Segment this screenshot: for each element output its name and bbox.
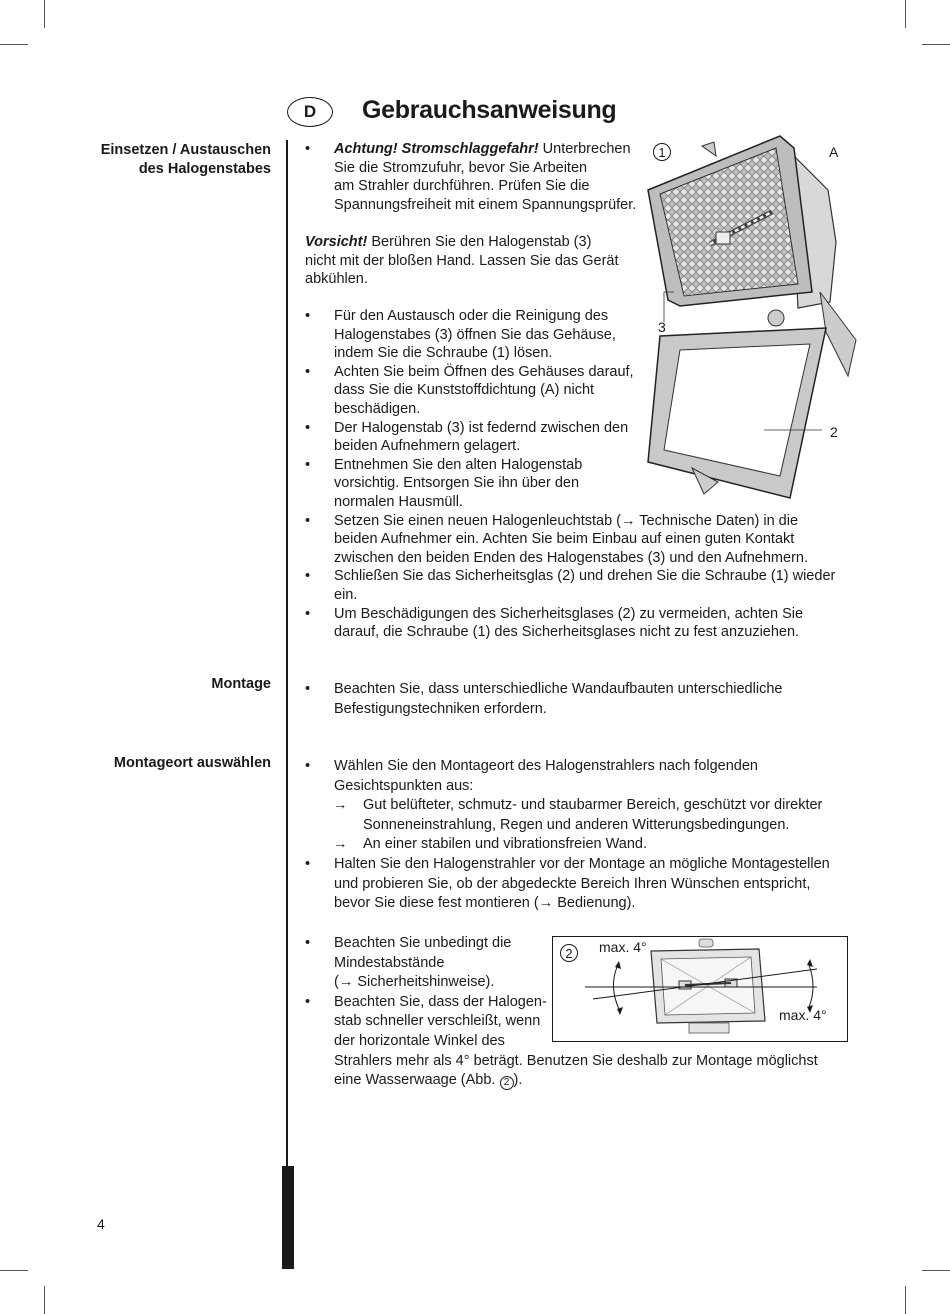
list-line: darauf, die Schraube (1) des Sicherheitsglases nicht zu fest anzuziehen.	[334, 624, 800, 641]
angle-illustration	[553, 937, 847, 1041]
list-item	[305, 512, 835, 568]
list-line-text: ).	[513, 1072, 523, 1089]
list-line: Beachten Sie, dass unterschiedliche Wandaufbauten unterschiedliche	[334, 681, 783, 697]
list-line: beiden Aufnehmer ein. Achten Sie beim Einbau auf einen guten Kontakt	[334, 531, 795, 548]
list-line: Sonneneinstrahlung, Regen und anderen Witterungsbedingungen.	[363, 816, 790, 833]
list-line: Um Beschädigungen des Sicherheitsglases (2) zu vermeiden, achten Sie	[334, 605, 804, 622]
list-line: Schließen Sie das Sicherheitsglas (2) und drehen Sie die Schraube (1) wieder	[334, 568, 836, 585]
bullet: •	[305, 568, 311, 585]
list-line: dass Sie die Kunststoffdichtung (A) nicht	[334, 382, 595, 399]
list-line: Strahlers mehr als 4° beträgt. Benutzen Sie deshalb zur Montage möglichst	[334, 1052, 818, 1069]
list-line: Mindestabstände	[334, 954, 445, 971]
list-line: Beachten Sie unbedingt die	[334, 935, 512, 951]
bullet: •	[305, 141, 311, 157]
bullet: •	[305, 935, 311, 951]
list-line: beschädigen.	[334, 400, 421, 417]
list-item	[305, 679, 782, 719]
crop-mark	[44, 1286, 45, 1314]
list-line: stab schneller verschleißt, wenn	[334, 1013, 541, 1030]
list-line: Gut belüfteter, schmutz- und staubarmer Bereich, geschützt vor direkter	[363, 797, 823, 814]
list-line: und probieren Sie, ob der abgedeckte Bereich Ihren Wünschen entspricht,	[334, 875, 811, 892]
list-line: Beachten Sie, dass der Halogen-	[334, 993, 547, 1010]
bullet: •	[305, 512, 311, 529]
list-line: (→ Sicherheitshinweise).	[334, 974, 495, 991]
arrow-icon: →	[333, 797, 348, 814]
list-line: vorsichtig. Entsorgen Sie ihn über den	[334, 475, 580, 492]
list-line: Wählen Sie den Montageort des Halogenstrahlers nach folgenden	[334, 758, 758, 774]
list-line: Achten Sie beim Öffnen des Gehäuses darauf,	[334, 363, 634, 380]
list-line: indem Sie die Schraube (1) lösen.	[334, 345, 553, 362]
list-line: An einer stabilen und vibrationsfreien Wand.	[363, 836, 647, 853]
angle-label-bottom: max. 4°	[779, 1007, 827, 1023]
crop-mark	[44, 0, 45, 28]
list-line: bevor Sie diese fest montieren (→ Bedienung).	[334, 895, 636, 912]
list-item	[305, 605, 835, 642]
floodlight-illustration	[640, 132, 870, 504]
figure-floodlight	[640, 132, 870, 504]
warning-text: Spannungsfreiheit mit einem Spannungsprüfer.	[334, 196, 637, 213]
bullet: •	[305, 758, 311, 774]
warning-text: am Strahler durchführen. Prüfen Sie die	[334, 178, 590, 195]
warning-text: Unterbrechen	[538, 141, 631, 157]
caution-text: abkühlen.	[305, 271, 368, 288]
bullet: •	[305, 308, 311, 324]
bullet: •	[305, 363, 311, 380]
section-label-line: Einsetzen / Austauschen	[100, 142, 271, 158]
figure-angle	[552, 936, 848, 1042]
list-line-text: eine Wasserwaage (Abb.	[334, 1072, 500, 1089]
bullet: •	[305, 993, 311, 1010]
margin-rule	[286, 140, 288, 1170]
language-badge	[287, 97, 333, 127]
angle-label-top: max. 4°	[599, 939, 647, 955]
section-label-montage: Montage	[211, 676, 271, 692]
caution-title: Vorsicht!	[305, 234, 368, 250]
figure-number-1: 1	[653, 143, 671, 161]
montage-list	[305, 679, 782, 719]
crop-mark	[922, 1270, 950, 1271]
list-line: Entnehmen Sie den alten Halogenstab	[334, 456, 583, 473]
list-item	[305, 567, 835, 604]
warning-title: Achtung! Stromschlaggefahr!	[334, 141, 539, 157]
list-line: zwischen den beiden Enden des Halogenstabes (3) und den Aufnehmern.	[334, 549, 808, 566]
list-line: normalen Hausmüll.	[334, 493, 463, 510]
list-line	[334, 1071, 818, 1091]
list-line: Der Halogenstab (3) ist federnd zwischen den	[334, 419, 629, 436]
figure-label-3: 3	[658, 319, 666, 335]
figure-ref-2: 2	[500, 1076, 514, 1090]
list-line: Halten Sie den Halogenstrahler vor der Montage an mögliche Montagestellen	[334, 855, 830, 872]
list-line: Setzen Sie einen neuen Halogenleuchtstab (→ Technische Daten) in die	[334, 512, 799, 529]
list-line: ein.	[334, 586, 358, 603]
crop-mark	[0, 1270, 28, 1271]
bullet: •	[305, 855, 311, 872]
section-label-halogen	[101, 141, 271, 179]
list-line: der horizontale Winkel des	[334, 1032, 505, 1049]
section-label-montageort: Montageort auswählen	[113, 755, 271, 771]
montageort-list	[305, 757, 830, 914]
page-title: Gebrauchsanweisung	[362, 96, 617, 124]
figure-label-2: 2	[830, 424, 838, 440]
list-line: Halogenstabes (3) öffnen Sie das Gehäuse,	[334, 326, 616, 343]
figure-label-a: A	[829, 144, 839, 160]
sub-item	[305, 835, 830, 855]
warning-block	[305, 140, 636, 214]
crop-mark	[905, 0, 906, 28]
crop-mark	[905, 1286, 906, 1314]
warning-text: Sie die Stromzufuhr, bevor Sie Arbeiten	[334, 159, 588, 176]
arrow-icon: →	[333, 836, 348, 853]
list-line: Für den Austausch oder die Reinigung des	[334, 308, 609, 324]
margin-bar	[282, 1166, 294, 1269]
crop-mark	[922, 44, 950, 45]
sub-item	[305, 796, 830, 835]
caution-text: Berühren Sie den Halogenstab (3)	[367, 234, 592, 250]
crop-mark	[0, 44, 28, 45]
bullet: •	[305, 419, 311, 436]
caution-text: nicht mit der bloßen Hand. Lassen Sie das Gerät	[305, 252, 619, 269]
bullet: •	[305, 605, 311, 622]
bullet: •	[305, 456, 311, 473]
page-number: 4	[97, 1216, 105, 1232]
list-line: Befestigungstechniken erfordern.	[334, 701, 547, 717]
list-line: Gesichtspunkten aus:	[334, 777, 474, 794]
language-badge-text: D	[303, 102, 317, 121]
bullet: •	[305, 681, 311, 697]
list-item	[305, 757, 830, 796]
list-item	[305, 855, 830, 914]
section-label-line: des Halogenstabes	[138, 161, 271, 177]
caution-block	[305, 233, 619, 289]
figure-number-2: 2	[560, 944, 578, 962]
list-line: beiden Aufnehmern gelagert.	[334, 438, 521, 455]
